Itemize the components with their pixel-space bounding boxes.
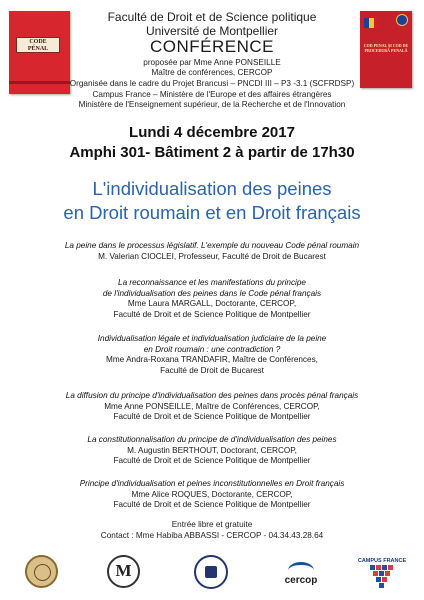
talk-title: Principe d'individualisation et peines inconstitutionnelles en Droit français xyxy=(79,479,345,488)
contact-info: Contact : Mme Habiba ABBASSI - CERCOP - 04.34.43.28.64 xyxy=(100,531,324,540)
project-context: Organisée dans le cadre du Projet Brancusi – PNCDI III – P3 -3.1 (SCFRDSP) xyxy=(69,79,355,88)
campus-france-logo-text: CAMPUS FRANCE xyxy=(357,558,407,564)
talk-speaker-affiliation: Faculté de Droit et de Science Politique de Montpellier xyxy=(113,456,311,465)
talk-speaker-affiliation: Faculté de Droit et de Science Politique de Montpellier xyxy=(113,500,311,509)
talk-speaker: Mme Andra-Roxana TRANDAFIR, Maître de Conférences, xyxy=(106,355,318,364)
event-type-heading: CONFÉRENCE xyxy=(149,37,274,56)
talk-item xyxy=(0,241,424,262)
talk-title: La constitutionnalisation du principe de d'individualisation des peines xyxy=(87,435,337,444)
ministry-line-2: Ministère de l'Enseignement supérieur, de la Recherche et de l'Innovation xyxy=(78,100,346,109)
organizer-role: Maître de conférences, CERCOP xyxy=(151,68,273,77)
conference-title-line-1: L'individualisation des peines xyxy=(92,178,332,199)
talk-speaker-affiliation: Faculté de Droit et de Science Politique de Montpellier xyxy=(113,309,311,319)
talk-title: Individualisation légale et individualisation judiciaire de la peine xyxy=(97,334,327,343)
proposed-by: proposée par Mme Anne PONSEILLE xyxy=(143,58,281,67)
talk-item xyxy=(0,334,424,376)
ministry-line-1: Campus France – Ministère de l'Europe et des affaires étrangères xyxy=(92,89,332,99)
talk-item xyxy=(0,391,424,423)
conference-title-line-2: en Droit roumain et en Droit français xyxy=(63,202,361,223)
entry-note: Entrée libre et gratuite xyxy=(171,520,253,529)
talk-item xyxy=(0,435,424,467)
faculty-name: Faculté de Droit et de Science politique xyxy=(107,10,317,24)
talk-title: La reconnaissance et les manifestations du principe xyxy=(118,278,306,287)
talk-speaker-affiliation: Faculté de Droit et de Science Politique de Montpellier xyxy=(113,412,311,421)
cercop-logo xyxy=(276,560,326,590)
talk-title: de l'individualisation des peines dans le Code pénal français xyxy=(102,288,322,298)
cercop-logo-text: cercop xyxy=(284,575,318,586)
university-seal-logo xyxy=(25,555,58,588)
talk-title: La peine dans le processus législatif. L'exemple du nouveau Code pénal roumain xyxy=(64,241,360,250)
talk-speaker: Mme Anne PONSEILLE, Maître de Conférences, CERCOP, xyxy=(104,401,320,411)
montpellier-um-logo xyxy=(107,555,140,588)
event-location: Amphi 301- Bâtiment 2 à partir de 17h30 xyxy=(69,144,355,161)
event-date: Lundi 4 décembre 2017 xyxy=(129,124,295,141)
talk-title: La diffusion du principe d'individualisation des peines dans procès pénal français xyxy=(65,391,359,400)
talk-speaker: Mme Laura MARGALL, Doctorante, CERCOP, xyxy=(127,299,297,308)
talk-speaker: M. Valerian CIOCLEI, Professeur, Faculté de Droit de Bucarest xyxy=(98,251,326,261)
book-label-line2: PÉNAL xyxy=(27,45,49,52)
talk-speaker-affiliation: Faculté de Droit de Bucarest xyxy=(160,365,264,375)
university-name: Université de Montpellier xyxy=(145,24,279,38)
book-label-line1: CODE xyxy=(29,39,47,45)
talk-speaker: M. Augustin BERTHOUT, Doctorant, CERCOP, xyxy=(127,445,297,455)
book-title: COD PENAL ȘI COD DE PROCEDURĂ PENALĂ xyxy=(363,43,409,53)
talk-title: en Droit roumain : une contradiction ? xyxy=(143,344,281,354)
talk-item xyxy=(0,479,424,511)
campus-france-logo xyxy=(356,557,408,591)
talk-speaker: Mme Alice ROQUES, Doctorante, CERCOP, xyxy=(131,489,293,499)
um-letter: M xyxy=(115,561,132,580)
bucharest-university-logo xyxy=(194,555,228,589)
talk-item xyxy=(0,278,424,320)
